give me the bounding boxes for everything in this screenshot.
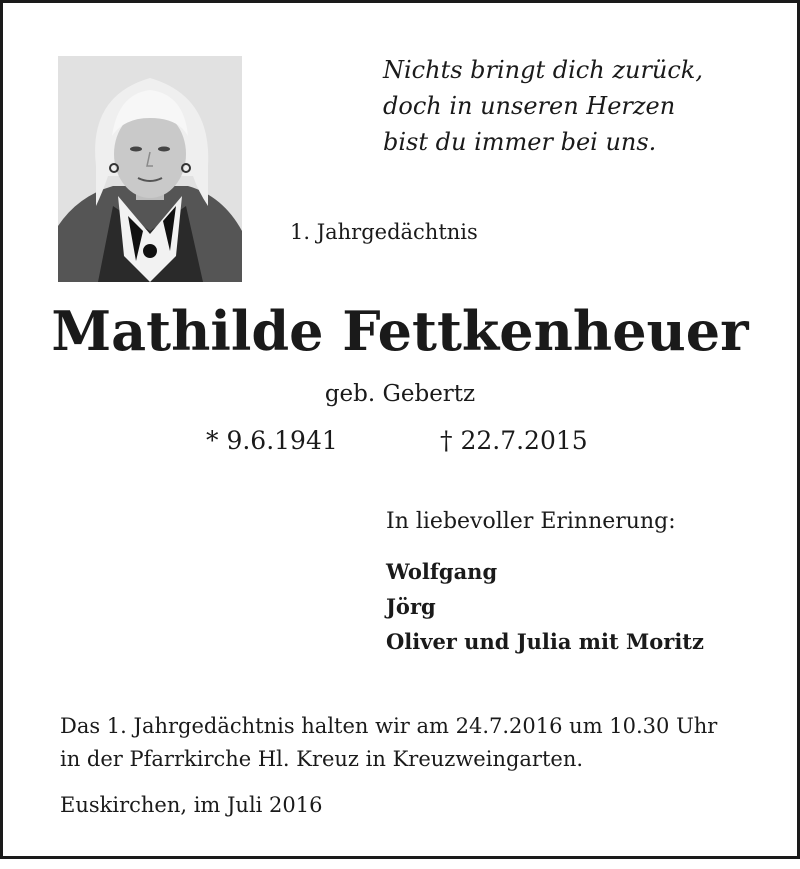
- birth-date: * 9.6.1941: [206, 426, 338, 455]
- portrait-image: [58, 56, 242, 282]
- mourner-name: Wolfgang: [386, 559, 498, 584]
- service-line: Das 1. Jahrgedächtnis halten wir am 24.7.2016 um 10.30 Uhr: [60, 714, 718, 738]
- service-notice: [60, 710, 717, 776]
- service-line: in der Pfarrkirche Hl. Kreuz in Kreuzweingarten.: [60, 747, 584, 771]
- anniversary-label: 1. Jahrgedächtnis: [290, 220, 478, 244]
- poem-line: doch in unseren Herzen: [383, 92, 676, 120]
- poem-line: bist du immer bei uns.: [383, 128, 657, 156]
- mourner-name: Jörg: [386, 594, 436, 619]
- death-date: † 22.7.2015: [440, 426, 588, 455]
- maiden-name: geb. Gebertz: [324, 381, 476, 407]
- deceased-name: Mathilde Fettkenheuer: [51, 299, 749, 363]
- poem-line: Nichts bringt dich zurück,: [383, 56, 703, 84]
- mourners-list: [386, 554, 704, 659]
- place-date: Euskirchen, im Juli 2016: [60, 793, 323, 817]
- poem: [383, 52, 703, 160]
- mourner-name: Oliver und Julia mit Moritz: [386, 629, 704, 654]
- portrait-photo: [58, 56, 242, 282]
- memory-line: In liebevoller Erinnerung:: [386, 509, 676, 534]
